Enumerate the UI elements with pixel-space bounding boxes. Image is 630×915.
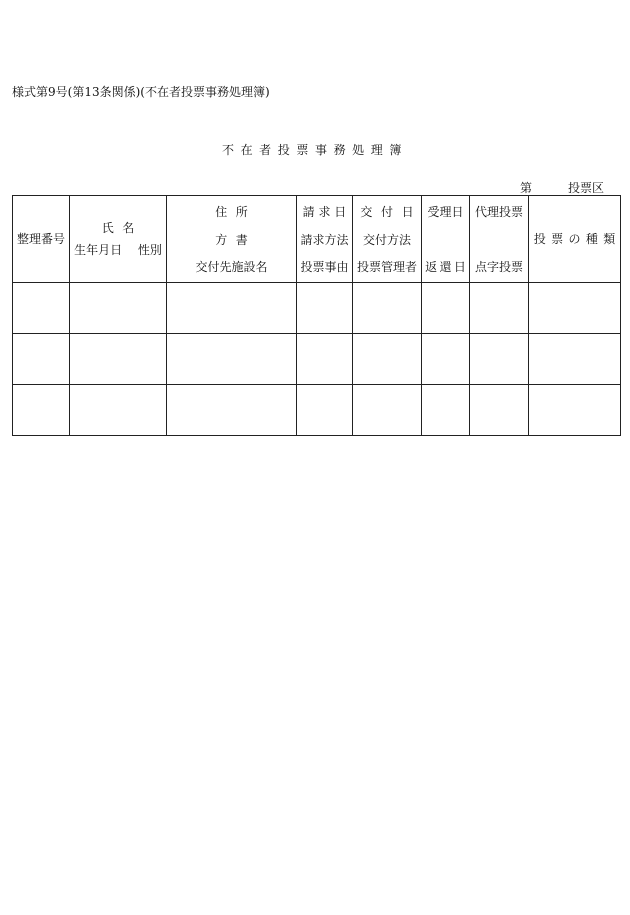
table-row (13, 283, 621, 334)
entry-cell[interactable] (297, 334, 353, 385)
header-cell-request (297, 196, 353, 283)
header-label: 交付先施設名 (195, 260, 268, 274)
header-label: 受理日 (427, 205, 464, 219)
district-suffix: 投票区 (568, 181, 605, 195)
district-prefix: 第 (520, 181, 533, 195)
entry-cell[interactable] (167, 334, 297, 385)
entry-cell[interactable] (529, 334, 621, 385)
entry-cell[interactable] (13, 334, 70, 385)
document-title: 不在者投票事務処理簿 (221, 143, 408, 157)
header-label: 請求方法 (300, 232, 349, 247)
header-label: 整理番号 (16, 232, 65, 246)
header-label: 代理投票 (474, 205, 523, 219)
header-cell-proxy (470, 196, 529, 283)
entry-cell[interactable] (529, 385, 621, 436)
header-label: 交付方法 (362, 232, 411, 247)
header-label: 生年月日 性別 (74, 243, 162, 257)
entry-cell[interactable] (70, 283, 167, 334)
ledger-table (12, 195, 621, 436)
entry-cell[interactable] (353, 385, 422, 436)
header-label: 方 書 (215, 232, 251, 247)
header-cell-vote-type (529, 196, 621, 283)
entry-cell[interactable] (167, 283, 297, 334)
header-label: 交 付 日 (360, 205, 417, 219)
table-row (13, 334, 621, 385)
header-label: 請 求 日 (302, 205, 347, 219)
entry-cell[interactable] (470, 385, 529, 436)
header-label: 投票の種類 (533, 232, 621, 246)
entry-cell[interactable] (70, 385, 167, 436)
header-cell-name (70, 196, 167, 283)
polling-district (520, 179, 604, 196)
header-label: 点字投票 (474, 260, 523, 274)
header-label: 返還日 (425, 260, 469, 274)
header-label: 住 所 (215, 205, 251, 219)
entry-cell[interactable] (422, 334, 470, 385)
header-label: 氏 名 (101, 221, 137, 235)
header-label: 投票事由 (300, 260, 349, 274)
entry-cell[interactable] (529, 283, 621, 334)
entry-cell[interactable] (470, 283, 529, 334)
entry-cell[interactable] (422, 283, 470, 334)
entry-cell[interactable] (13, 283, 70, 334)
header-label: 投票管理者 (356, 260, 417, 274)
header-cell-serial (13, 196, 70, 283)
entry-cell[interactable] (297, 283, 353, 334)
header-cell-address (167, 196, 297, 283)
table-row (13, 385, 621, 436)
entry-cell[interactable] (470, 334, 529, 385)
entry-cell[interactable] (353, 334, 422, 385)
header-cell-receipt (422, 196, 470, 283)
form-number: 様式第9号(第13条関係)(不在者投票事務処理簿) (12, 85, 270, 99)
entry-cell[interactable] (297, 385, 353, 436)
entry-cell[interactable] (167, 385, 297, 436)
entry-cell[interactable] (353, 283, 422, 334)
header-cell-issuance (353, 196, 422, 283)
table-header-row (13, 196, 621, 283)
entry-cell[interactable] (13, 385, 70, 436)
entry-cell[interactable] (70, 334, 167, 385)
entry-cell[interactable] (422, 385, 470, 436)
